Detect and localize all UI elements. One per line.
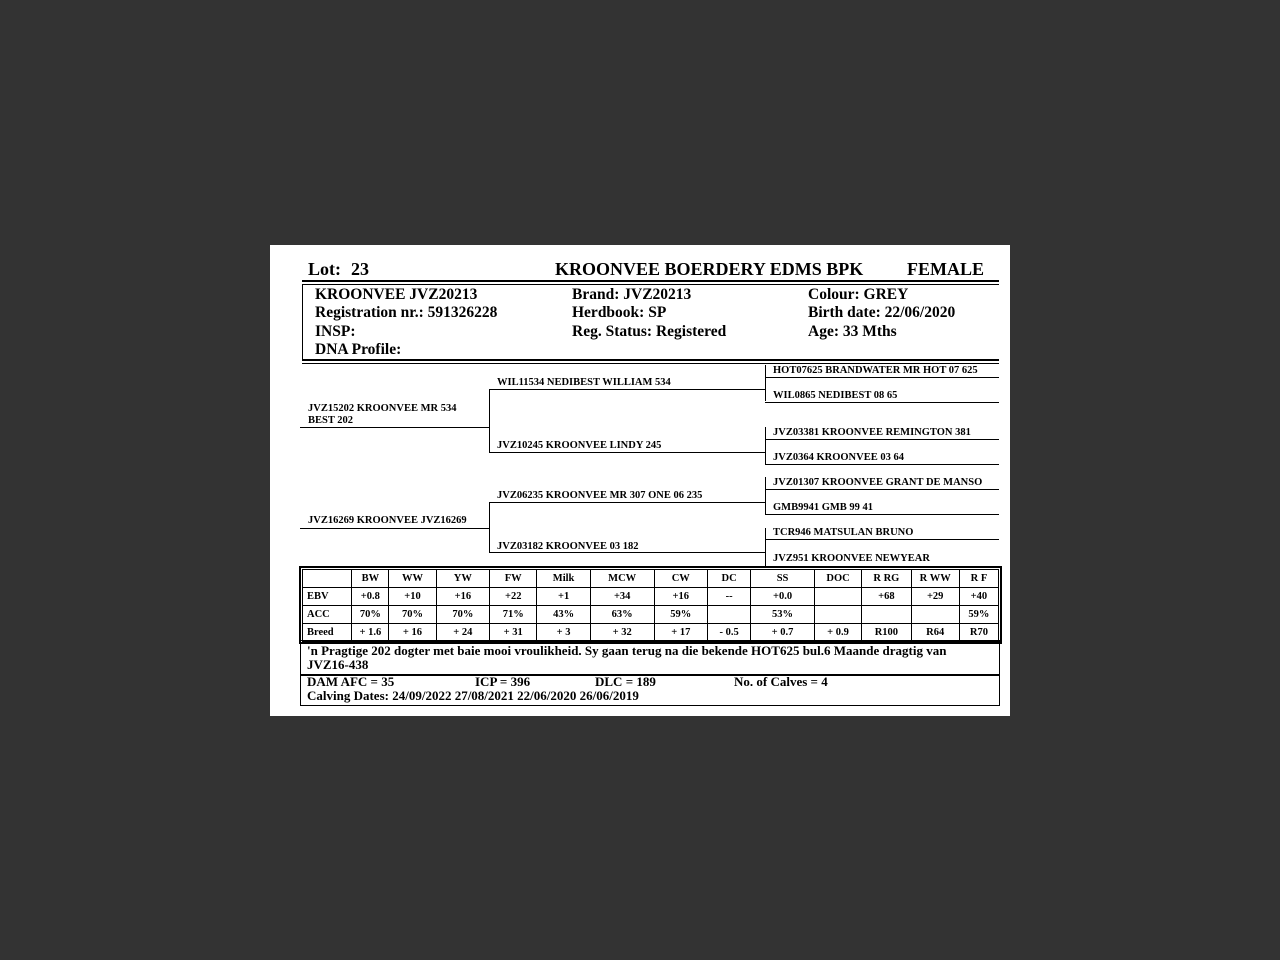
- ebv-cell: [862, 606, 911, 624]
- pedigree-sire: JVZ15202 KROONVEE MR 534 BEST 202: [308, 403, 457, 426]
- pedigree-ggp-7: TCR946 MATSULAN BRUNO: [773, 527, 914, 538]
- ebv-row: [303, 606, 999, 624]
- ebv-cell: +40: [959, 588, 998, 606]
- pedigree-sire-bracket: [489, 389, 490, 452]
- pedigree-bracket-2: [765, 427, 766, 465]
- breeder-name: KROONVEE BOERDERY EDMS BPK: [555, 259, 864, 279]
- pedigree-ggp-2-line: [765, 402, 999, 403]
- age: Age: 33 Mths: [808, 323, 897, 340]
- ebv-row: [303, 624, 999, 642]
- ebv-cell: --: [708, 588, 751, 606]
- reg-status: Reg. Status: Registered: [572, 323, 727, 340]
- pedigree-ggp-6-line: [765, 514, 999, 515]
- ebv-header-cell: WW: [389, 570, 436, 588]
- lot-number: 23: [351, 259, 369, 279]
- ebv-cell: 63%: [590, 606, 654, 624]
- dam-icp: ICP = 396: [475, 674, 531, 689]
- ebv-header-cell: DOC: [814, 570, 861, 588]
- ebv-cell: + 3: [537, 624, 590, 642]
- pedigree-ggp-3: JVZ03381 KROONVEE REMINGTON 381: [773, 427, 971, 438]
- pedigree-sire-sire-line: [489, 389, 765, 390]
- registration-number: Registration nr.: 591326228: [315, 304, 498, 321]
- remarks-line-2: JVZ16-438: [307, 657, 369, 672]
- ebv-cell: + 1.6: [352, 624, 389, 642]
- pedigree-bracket-3: [765, 477, 766, 515]
- ebv-cell: 70%: [436, 606, 489, 624]
- ebv-cell: +16: [436, 588, 489, 606]
- pedigree-dam-dam: JVZ03182 KROONVEE 03 182: [497, 541, 639, 552]
- ebv-cell: +0.0: [751, 588, 815, 606]
- pedigree-bracket-4: [765, 528, 766, 566]
- dna-profile-label: DNA Profile:: [315, 341, 402, 358]
- ebv-cell: R64: [911, 624, 959, 642]
- pedigree-dam: JVZ16269 KROONVEE JVZ16269: [308, 515, 467, 526]
- ebv-cell: 43%: [537, 606, 590, 624]
- pedigree-ggp-5: JVZ01307 KROONVEE GRANT DE MANSO: [773, 477, 983, 488]
- animal-name: KROONVEE JVZ20213: [315, 286, 478, 303]
- ebv-row-label: ACC: [303, 606, 352, 624]
- dam-afc: DAM AFC = 35: [307, 674, 395, 689]
- pedigree-ggp-2: WIL0865 NEDIBEST 08 65: [773, 390, 898, 401]
- ebv-cell: 70%: [352, 606, 389, 624]
- ebv-header-cell: DC: [708, 570, 751, 588]
- ebv-cell: 59%: [654, 606, 707, 624]
- ebv-cell: + 24: [436, 624, 489, 642]
- dam-calves: No. of Calves = 4: [734, 674, 828, 689]
- ebv-cell: [911, 606, 959, 624]
- pedigree-ggp-3-line: [765, 439, 999, 440]
- ebv-cell: R70: [959, 624, 998, 642]
- ebv-header-cell: R F: [959, 570, 998, 588]
- pedigree-sire-dam-line: [489, 452, 765, 453]
- ebv-cell: [814, 606, 861, 624]
- ebv-cell: + 17: [654, 624, 707, 642]
- ebv-cell: +34: [590, 588, 654, 606]
- ebv-header-cell: Milk: [537, 570, 590, 588]
- ebv-cell: + 0.9: [814, 624, 861, 642]
- ebv-header-cell: R WW: [911, 570, 959, 588]
- ebv-header-cell: R RG: [862, 570, 911, 588]
- lot-label: Lot:: [308, 259, 341, 279]
- pedigree-dam-sire-line: [489, 502, 765, 503]
- ebv-cell: +10: [389, 588, 436, 606]
- ebv-cell: + 0.7: [751, 624, 815, 642]
- insp-label: INSP:: [315, 323, 356, 340]
- ebv-cell: + 16: [389, 624, 436, 642]
- pedigree-dam-line: [300, 528, 489, 529]
- ebv-cell: [814, 588, 861, 606]
- pedigree-sire-dam: JVZ10245 KROONVEE LINDY 245: [497, 440, 662, 451]
- ebv-cell: +29: [911, 588, 959, 606]
- ebv-row: [303, 588, 999, 606]
- ebv-header-cell: YW: [436, 570, 489, 588]
- ebv-header-row: [303, 570, 999, 588]
- colour: Colour: GREY: [808, 286, 909, 303]
- ebv-cell: +1: [537, 588, 590, 606]
- ebv-table: [302, 569, 999, 642]
- info-rule-bottom: [302, 363, 999, 364]
- pedigree-sire-line: [300, 427, 489, 428]
- ebv-header-cell: FW: [490, 570, 537, 588]
- header-rule-top: [302, 280, 999, 282]
- ebv-cell: +22: [490, 588, 537, 606]
- pedigree-dam-sire: JVZ06235 KROONVEE MR 307 ONE 06 235: [497, 490, 703, 501]
- ebv-cell: 71%: [490, 606, 537, 624]
- brand: Brand: JVZ20213: [572, 286, 692, 303]
- pedigree-ggp-1: HOT07625 BRANDWATER MR HOT 07 625: [773, 365, 978, 376]
- dam-dlc: DLC = 189: [595, 674, 656, 689]
- pedigree-ggp-1-line: [765, 377, 999, 378]
- birth-date: Birth date: 22/06/2020: [808, 304, 956, 321]
- info-rule-top: [302, 359, 999, 361]
- header-rule-bottom: [302, 284, 999, 285]
- ebv-cell: [708, 606, 751, 624]
- pedigree-ggp-5-line: [765, 489, 999, 490]
- sex-label: FEMALE: [907, 259, 985, 279]
- pedigree-bracket-1: [765, 365, 766, 401]
- pedigree-dam-bracket: [489, 502, 490, 552]
- ebv-header-cell: [303, 570, 352, 588]
- pedigree-ggp-6: GMB9941 GMB 99 41: [773, 502, 874, 513]
- ebv-header-cell: CW: [654, 570, 707, 588]
- ebv-header-cell: BW: [352, 570, 389, 588]
- herdbook: Herdbook: SP: [572, 304, 667, 321]
- pedigree-ggp-8: JVZ951 KROONVEE NEWYEAR: [773, 553, 930, 564]
- pedigree-dam-dam-line: [489, 552, 765, 553]
- ebv-cell: +16: [654, 588, 707, 606]
- ebv-cell: R100: [862, 624, 911, 642]
- lot-card: [270, 245, 1010, 716]
- remarks-line-1: 'n Pragtige 202 dogter met baie mooi vroulikheid. Sy gaan terug na die bekende HOT625 bul.6 Maande dragtig van: [307, 643, 947, 658]
- ebv-cell: + 32: [590, 624, 654, 642]
- pedigree-ggp-4: JVZ0364 KROONVEE 03 64: [773, 452, 904, 463]
- ebv-cell: 70%: [389, 606, 436, 624]
- ebv-header-cell: SS: [751, 570, 815, 588]
- ebv-cell: + 31: [490, 624, 537, 642]
- pedigree-sire-sire: WIL11534 NEDIBEST WILLIAM 534: [497, 377, 671, 388]
- ebv-cell: 59%: [959, 606, 998, 624]
- info-left-border: [302, 285, 303, 360]
- ebv-cell: +0.8: [352, 588, 389, 606]
- pedigree-ggp-4-line: [765, 464, 999, 465]
- pedigree-ggp-7-line: [765, 539, 999, 540]
- ebv-cell: - 0.5: [708, 624, 751, 642]
- ebv-cell: 53%: [751, 606, 815, 624]
- ebv-cell: +68: [862, 588, 911, 606]
- ebv-row-label: EBV: [303, 588, 352, 606]
- ebv-header-cell: MCW: [590, 570, 654, 588]
- calving-dates: Calving Dates: 24/09/2022 27/08/2021 22/06/2020 26/06/2019: [307, 688, 639, 703]
- ebv-row-label: Breed: [303, 624, 352, 642]
